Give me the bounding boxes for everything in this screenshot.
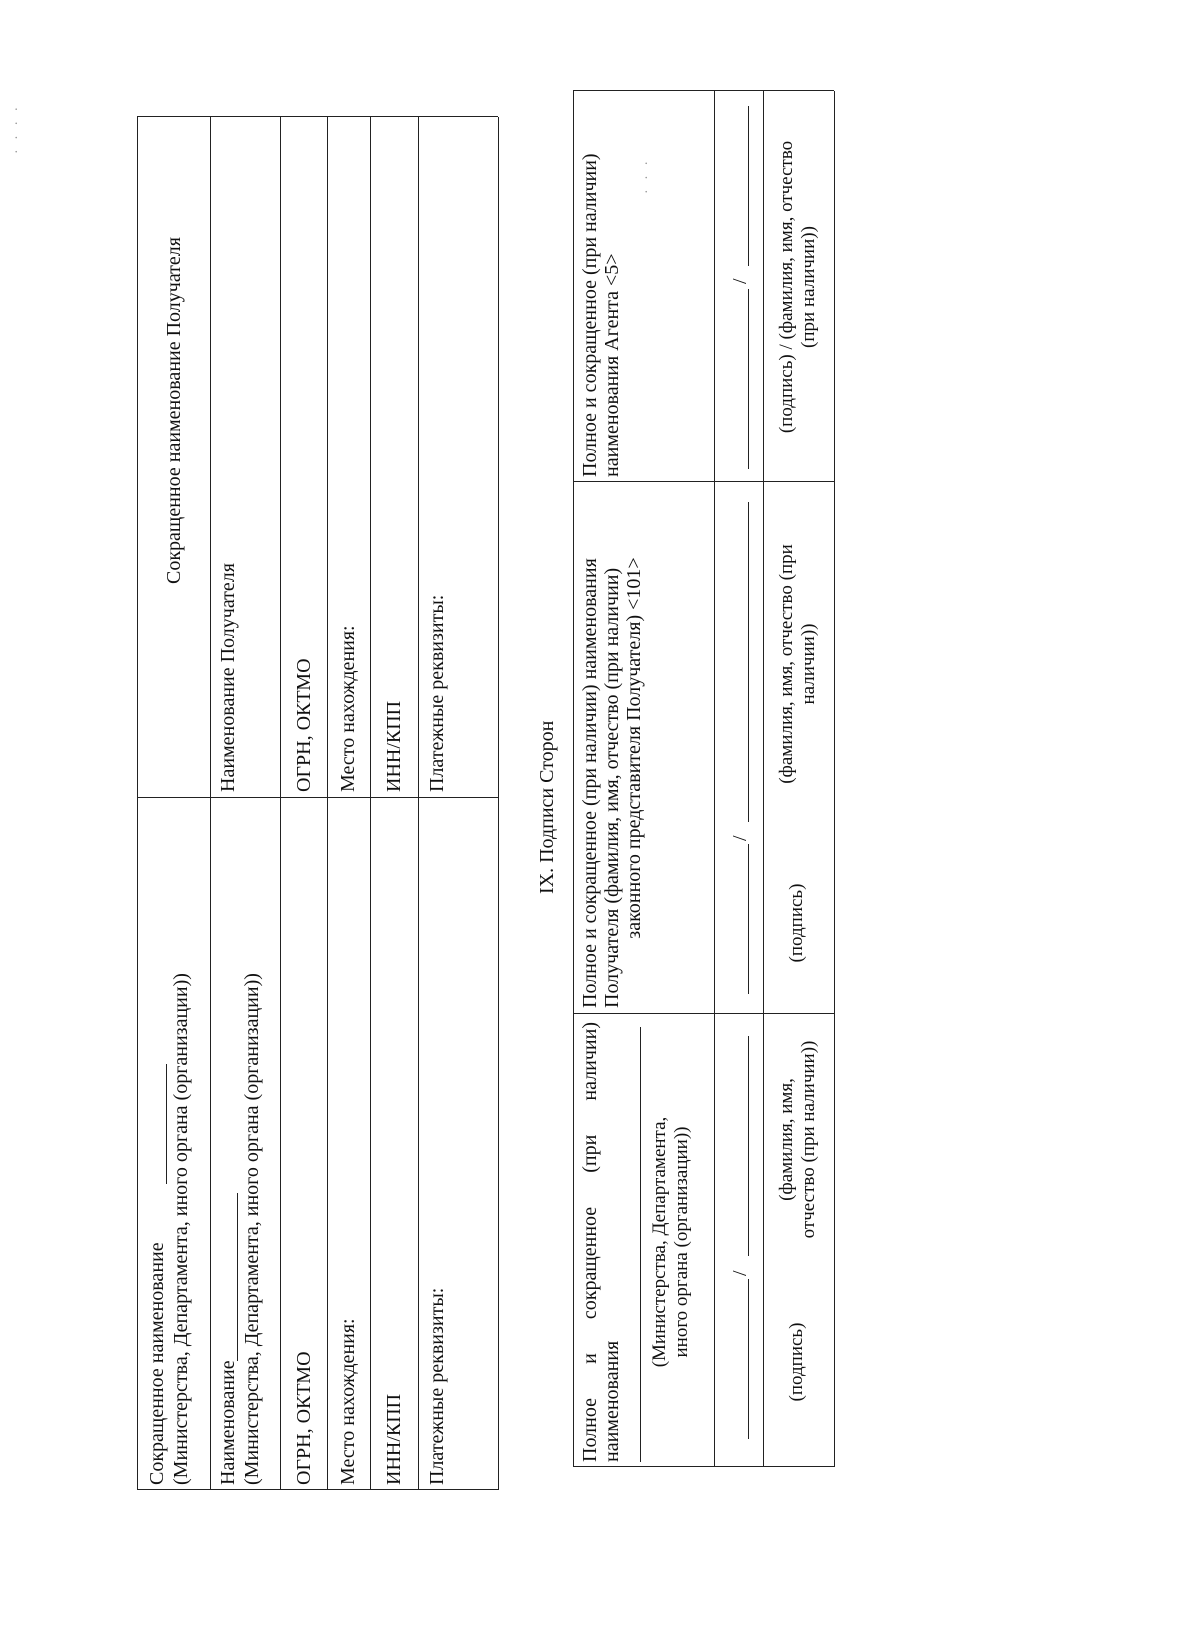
col1-name-label-line1: (фамилия, имя, [776, 1078, 797, 1201]
col1-signature-label: (подпись) [786, 1322, 807, 1402]
col2-header-line3: законного представителя Получателя) <101> [623, 557, 645, 939]
inn-kpp-label: ИНН/КПП [383, 1393, 405, 1485]
col1-org-caption-line2: иного органа (организации)) [671, 1126, 692, 1358]
col2-signature-label: (подпись) [786, 883, 807, 963]
recipient-short-name: Сокращенное наименование Получателя [163, 237, 185, 584]
location-label: Место нахождения: [337, 625, 359, 792]
location-label: Место нахождения: [337, 1318, 359, 1485]
col1-name-label-line2: отчество (при наличии)) [798, 1040, 819, 1239]
ministry-caption: (Министерства, Департамента, иного органа (организации)) [170, 973, 192, 1485]
col1-header-line1: Полное и сокращенное (при наличии) [579, 1022, 601, 1462]
col3-signature-label-line2: (при наличии)) [798, 226, 819, 348]
col2-header-line2: Получателя (фамилия, имя, отчество (при наличии) [601, 567, 623, 1008]
section-title: IX. Подписи Сторон [536, 720, 558, 894]
col1-header-line2: наименования [601, 1340, 623, 1462]
recipient-name: Наименование Получателя [217, 563, 239, 792]
short-name-label: Сокращенное наименование [146, 1242, 168, 1485]
col2-name-label-line2: наличии)) [798, 623, 819, 705]
col3-header-line2: наименования Агента <5> [601, 253, 623, 477]
scan-noise: · · · · [10, 103, 25, 154]
col3-slash: / [729, 278, 751, 284]
payment-details-label: Платежные реквизиты: [426, 594, 448, 792]
col3-signature-label-line1: (подпись) / (фамилия, имя, отчество [776, 140, 797, 434]
col2-name-label-line1: (фамилия, имя, отчество (при [776, 544, 797, 784]
payment-details-label: Платежные реквизиты: [426, 1287, 448, 1485]
col2-slash: / [729, 835, 751, 841]
inn-kpp-label: ИНН/КПП [383, 700, 405, 792]
col2-header-line1: Полное и сокращенное (при наличии) наименования [579, 558, 601, 1008]
ogrn-oktmo-label: ОГРН, ОКТМО [293, 1351, 315, 1485]
col3-header-line1: Полное и сокращенное (при наличии) [579, 153, 601, 477]
ogrn-oktmo-label: ОГРН, ОКТМО [293, 658, 315, 792]
name-label: Наименование [217, 1360, 239, 1485]
scan-noise: · · · [640, 158, 655, 194]
col1-org-caption-line1: (Министерства, Департамента, [649, 1116, 670, 1368]
ministry-caption: (Министерства, Департамента, иного органа (организации)) [241, 973, 263, 1485]
col1-slash: / [729, 1270, 751, 1276]
